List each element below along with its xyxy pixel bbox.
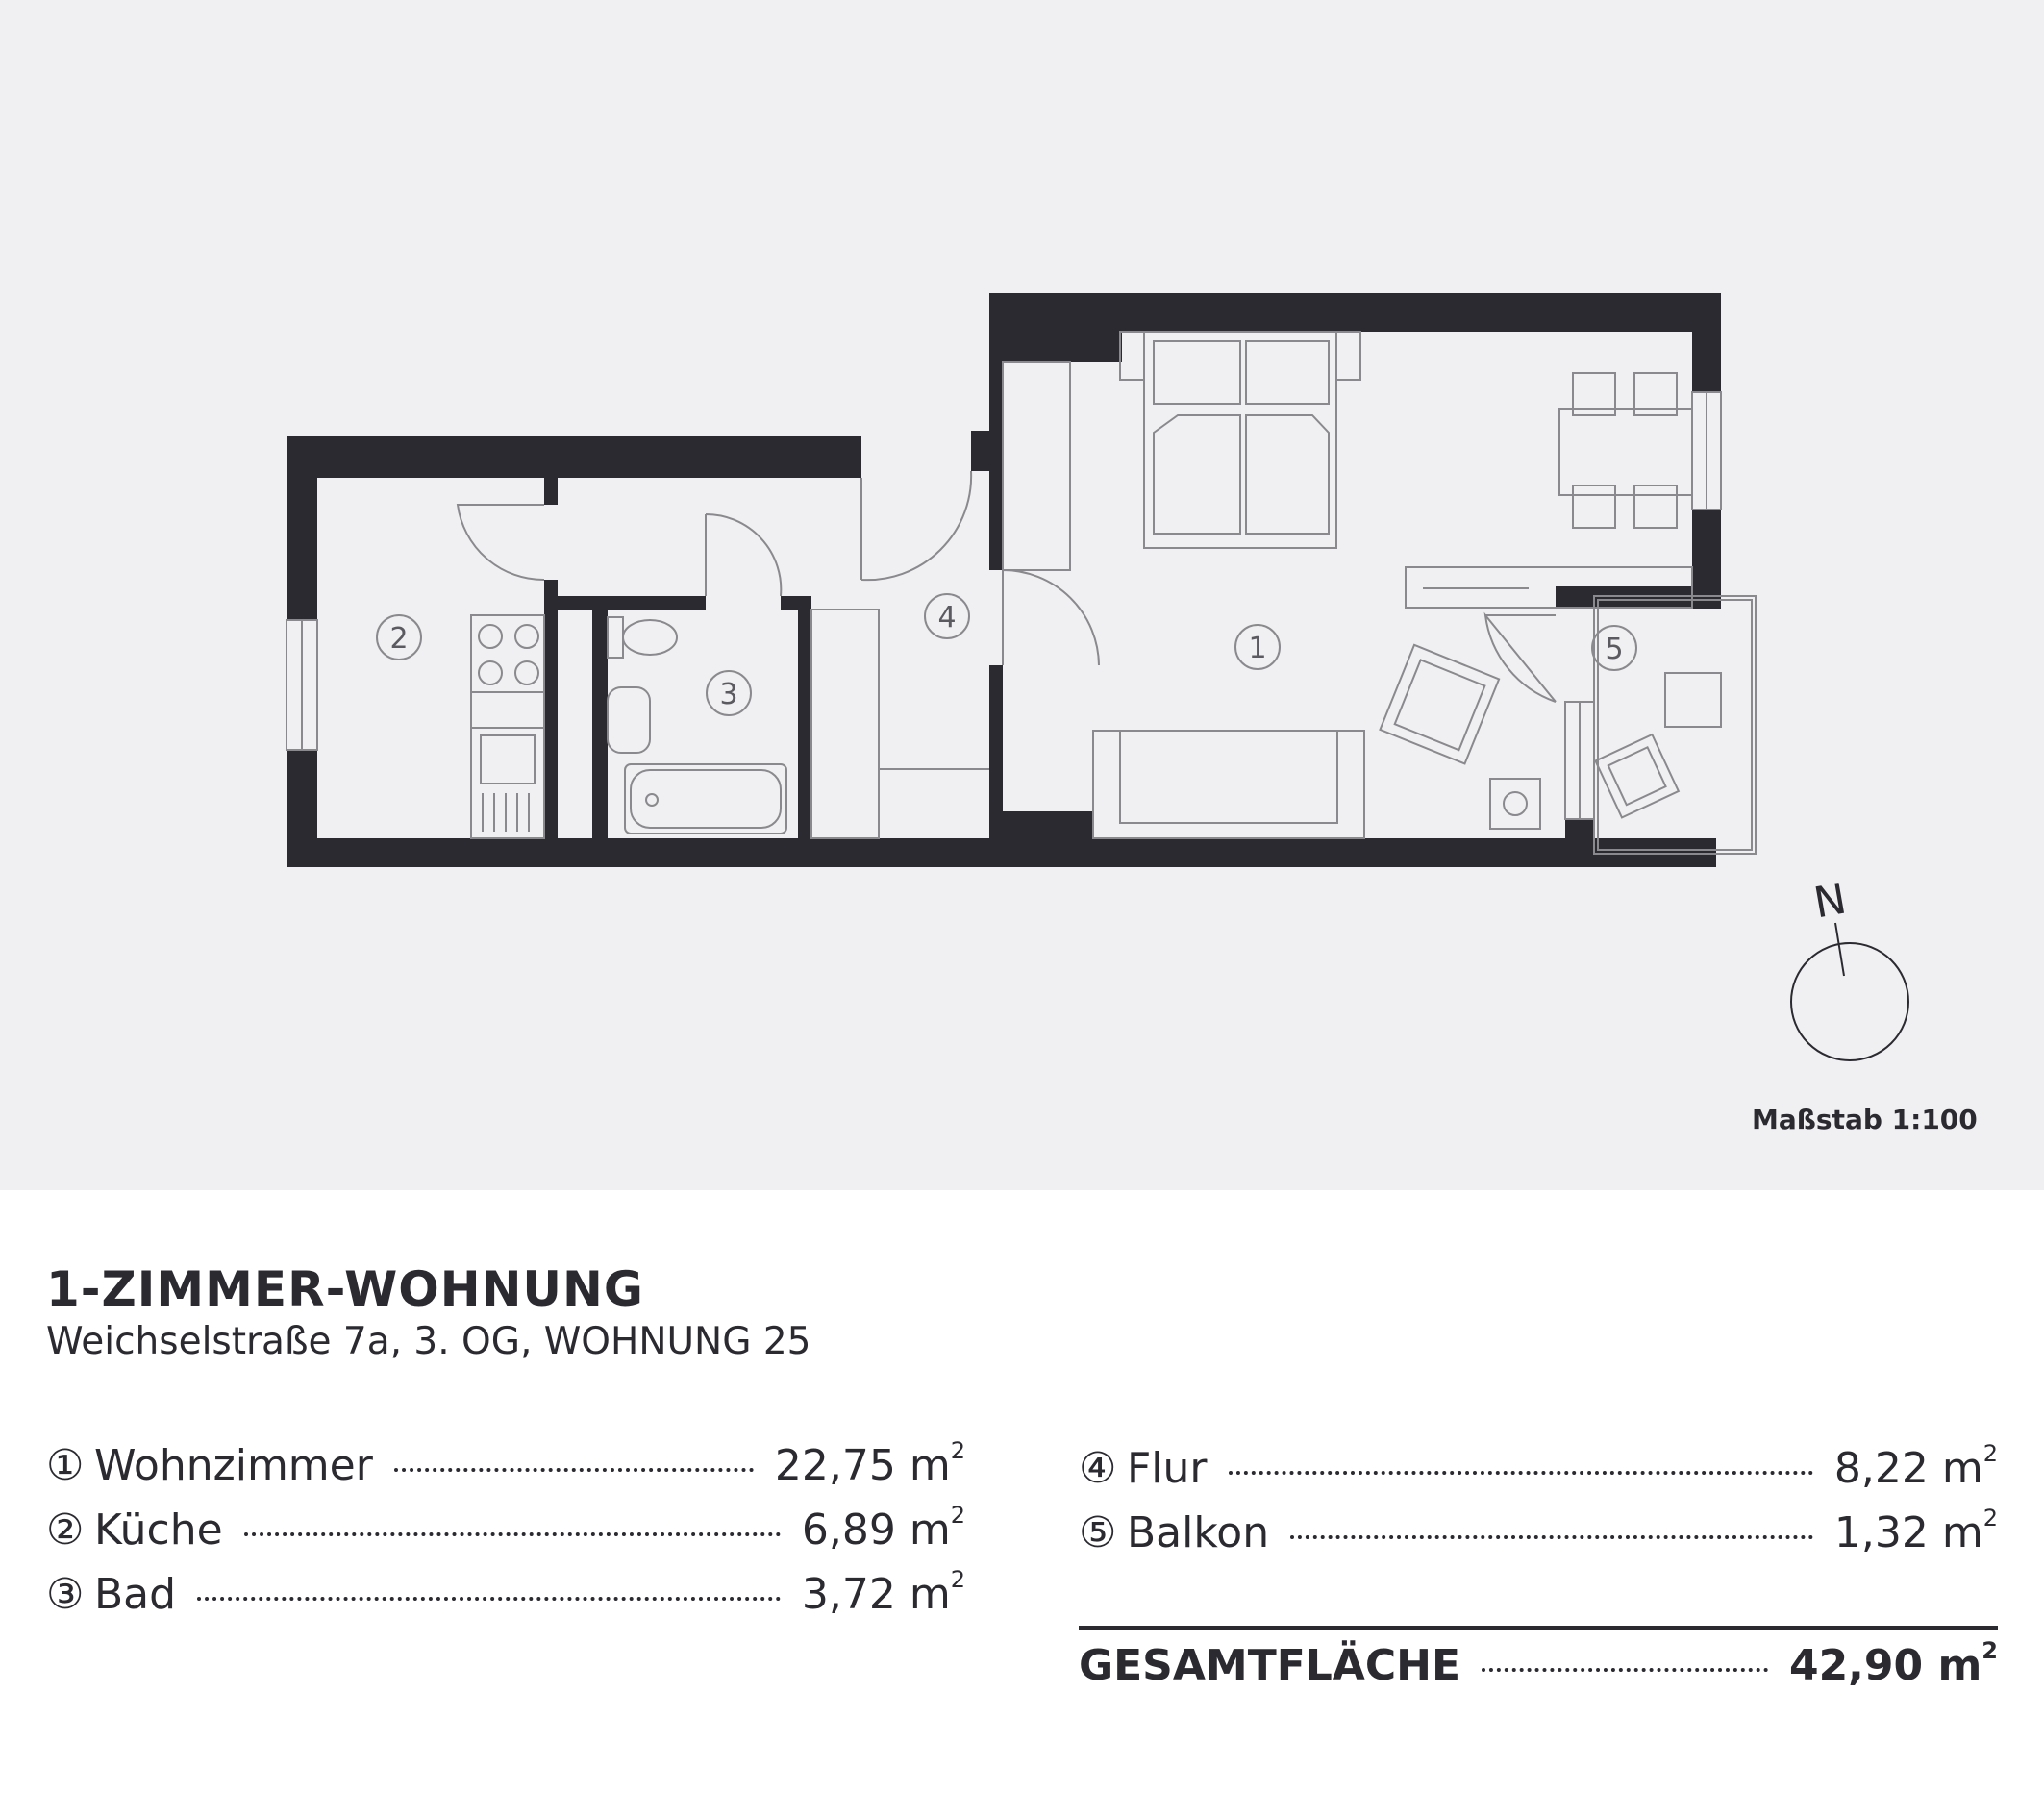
- room-area: 3,72 $m^2$: [801, 1566, 965, 1619]
- wall: [1565, 819, 1594, 867]
- toilet: [623, 620, 677, 655]
- room-area: 8,22 $m^2$: [1833, 1440, 1998, 1493]
- wall: [989, 293, 1122, 362]
- area-row-flur: [1079, 1440, 1998, 1498]
- wall: [544, 580, 558, 844]
- balcony-table: [1665, 673, 1721, 727]
- room-name: Wohnzimmer: [94, 1441, 373, 1490]
- balcony-chair: [1595, 734, 1678, 817]
- room-number: ①: [46, 1441, 85, 1490]
- door-swing: [861, 471, 971, 580]
- wall: [989, 811, 1093, 867]
- wall: [544, 596, 706, 610]
- room-label-2: 2: [389, 622, 409, 656]
- door-swing: [458, 505, 544, 580]
- area-row-kueche: [46, 1502, 965, 1559]
- room-name: Balkon: [1127, 1508, 1270, 1557]
- room-label-1: 1: [1248, 632, 1267, 665]
- total-label: GESAMTFLÄCHE: [1079, 1641, 1461, 1690]
- wall: [1692, 293, 1721, 392]
- furniture: [471, 332, 1692, 838]
- wall: [1556, 586, 1721, 609]
- side-table: [1490, 779, 1540, 829]
- compass-north-label: N: [1809, 874, 1851, 929]
- room-name: Flur: [1127, 1444, 1208, 1493]
- bathtub: [625, 764, 786, 834]
- scale-label: Maßstab 1:100: [1752, 1104, 1978, 1135]
- apartment-address: Weichselstraße 7a, 3. OG, WOHNUNG 25: [46, 1320, 811, 1363]
- dot-leader: [394, 1468, 754, 1472]
- door-swing: [706, 514, 781, 596]
- room-number: ③: [46, 1570, 85, 1619]
- total-area: 42,90 $m^2$: [1788, 1637, 1998, 1690]
- sink: [608, 687, 650, 753]
- room-label-3: 3: [719, 678, 738, 711]
- dot-leader: [1229, 1471, 1813, 1475]
- area-row-balkon: [1079, 1505, 1998, 1562]
- room-number: ⑤: [1079, 1508, 1117, 1557]
- room-area: 6,89 $m^2$: [801, 1502, 965, 1555]
- room-number: ④: [1079, 1444, 1117, 1493]
- door-swing: [1003, 570, 1099, 665]
- room-area: 22,75 $m^2$: [774, 1437, 965, 1490]
- room-name: Küche: [94, 1506, 223, 1555]
- room-area: 1,32 $m^2$: [1833, 1505, 1998, 1557]
- wall: [971, 431, 1004, 471]
- dot-leader: [197, 1597, 781, 1601]
- room-labels: [377, 594, 1636, 715]
- wall: [287, 436, 861, 478]
- dining-table: [1559, 409, 1692, 495]
- wall: [544, 478, 558, 505]
- total-divider: [1079, 1626, 1998, 1630]
- apartment-title: 1-ZIMMER-WOHNUNG: [46, 1261, 644, 1317]
- wall: [592, 596, 608, 844]
- wall: [798, 596, 811, 844]
- armchair: [1380, 645, 1499, 764]
- dot-leader: [1482, 1668, 1768, 1672]
- wardrobe: [1003, 362, 1070, 570]
- compass: [1791, 875, 1908, 1060]
- doors: [458, 471, 1556, 702]
- room-name: Bad: [94, 1570, 177, 1619]
- dot-leader: [1290, 1535, 1813, 1539]
- area-row-total: [1079, 1637, 1998, 1695]
- room-label-4: 4: [937, 601, 957, 635]
- area-row-bad: [46, 1566, 965, 1624]
- area-row-wohnzimmer: [46, 1437, 965, 1495]
- room-number: ②: [46, 1506, 85, 1555]
- dot-leader: [244, 1532, 781, 1536]
- room-label-5: 5: [1605, 633, 1624, 666]
- wall: [287, 436, 317, 620]
